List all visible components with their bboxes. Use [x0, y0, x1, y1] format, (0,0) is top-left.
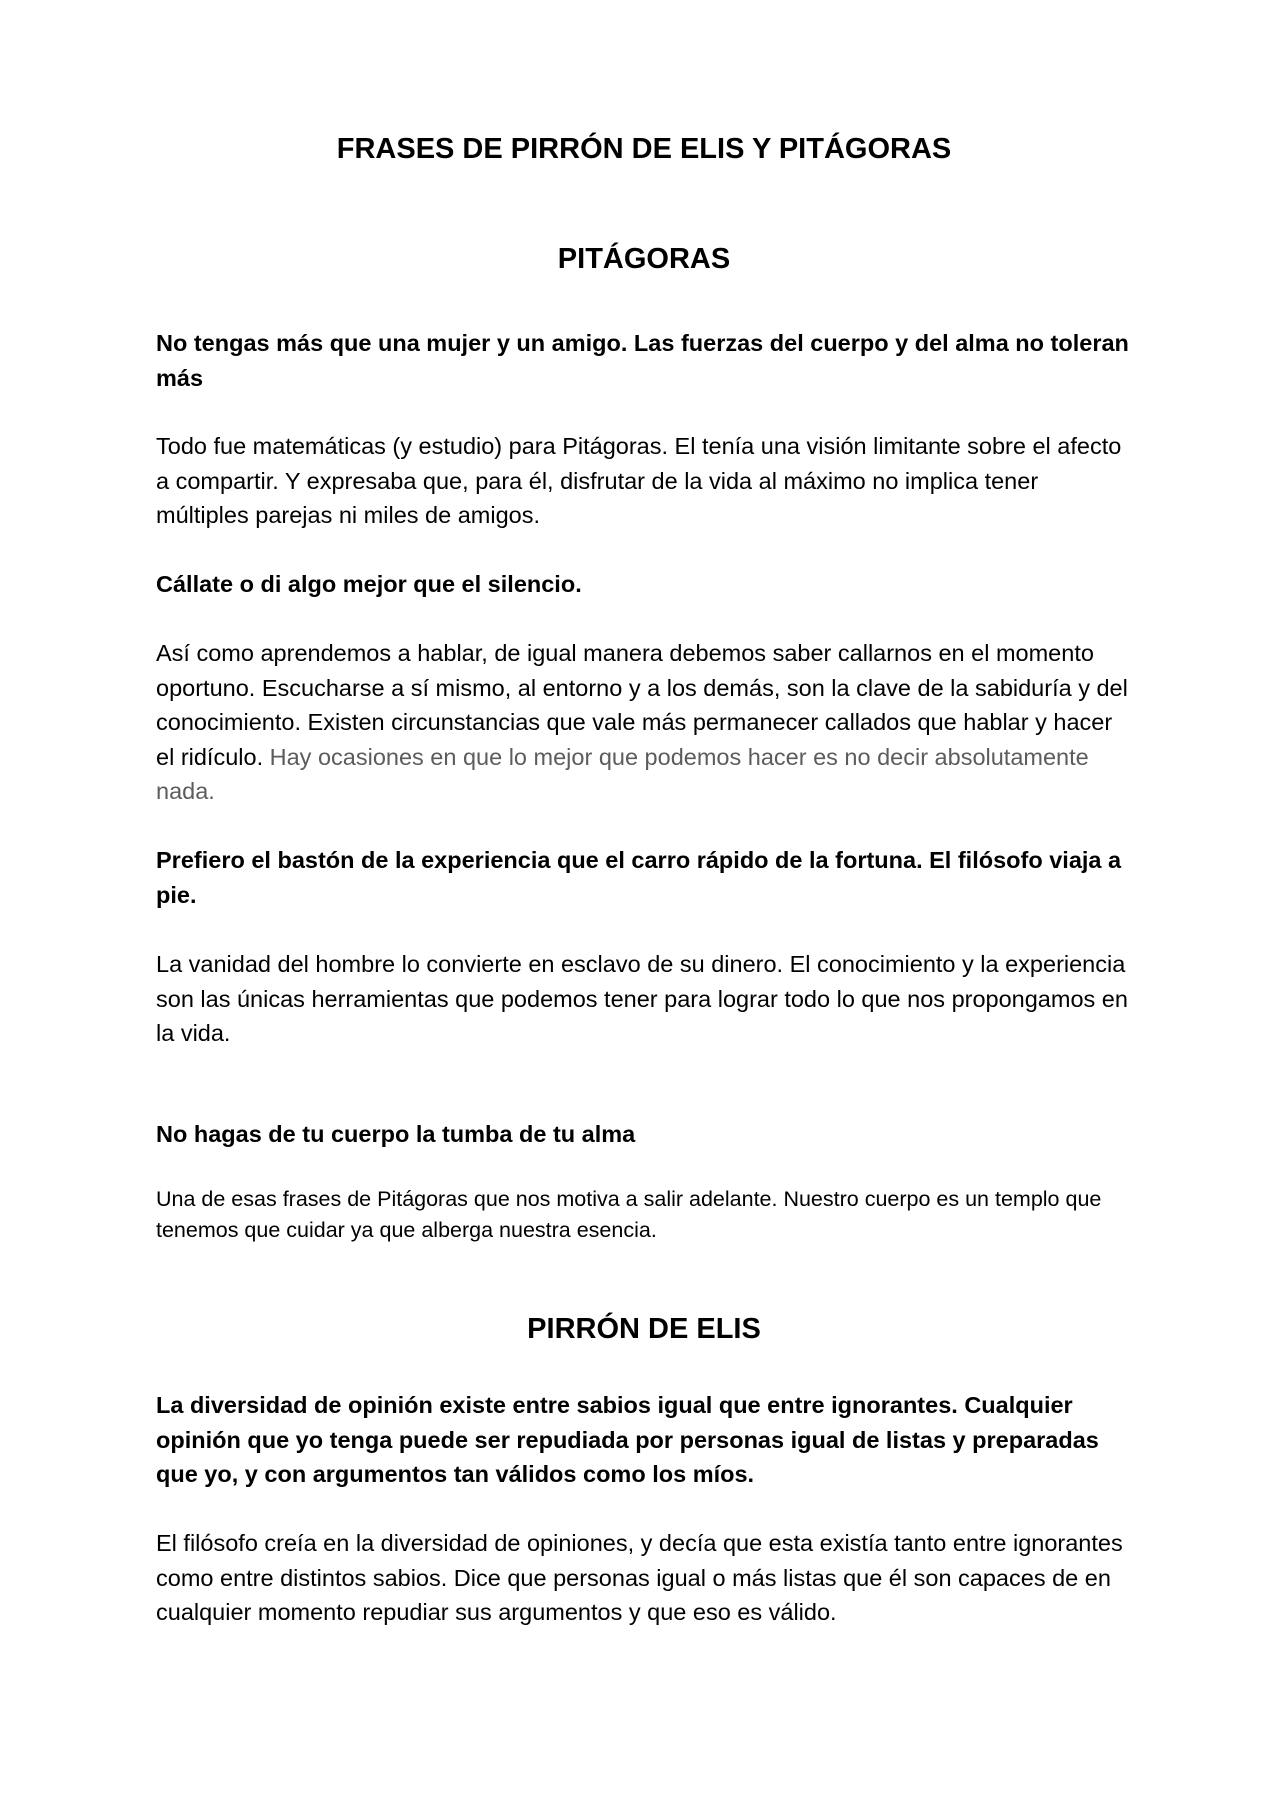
quote-heading: Prefiero el bastón de la experiencia que el carro rápido de la fortuna. El filósofo viaja a pie. — [156, 847, 1122, 908]
section-heading-pirron-de-elis: PIRRÓN DE ELIS — [527, 1313, 761, 1345]
explanation-muted-text: Hay ocasiones en que lo mejor que podemos hacer es no decir absolutamente nada. — [156, 743, 1089, 804]
quote-heading: La diversidad de opinión existe entre sabios igual que entre ignorantes. Cualquier opinión que yo tenga puede ser repudiada por personas igual de listas y preparadas que yo, y con argumentos tan válidos como los míos. — [156, 1392, 1099, 1487]
quote-explanation: El filósofo creía en la diversidad de opiniones, y decía que esta existía tanto entre ignorantes como entre distintos sabios. Dice que personas igual o más listas que él son capaces de en cualquier momento repudiar sus argumentos y que eso es válido. — [156, 1530, 1123, 1625]
section-heading-pitagoras: PITÁGORAS — [557, 243, 731, 275]
quote-explanation: Una de esas frases de Pitágoras que nos motiva a salir adelante. Nuestro cuerpo es un templo que tenemos que cuidar ya que alberga nuestra esencia. — [156, 1187, 1102, 1242]
quote-heading: Cállate o di algo mejor que el silencio. — [156, 571, 582, 597]
quote-explanation: Todo fue matemáticas (y estudio) para Pitágoras. El tenía una visión limitante sobre el afecto a compartir. Y expresaba que, para él, disfrutar de la vida al máximo no implica tener múltiples parejas ni miles de amigos. — [156, 433, 1122, 528]
quote-explanation — [156, 636, 1132, 809]
explanation-text: Así como aprendemos a hablar, de igual manera debemos saber callarnos en el momento oportuno. Escucharse a sí mismo, al entorno y a los demás, son la clave de la sabiduría y del conocimiento. Existen circunstancias que vale más permanecer callados que hablar y hacer el ridículo. — [156, 640, 1128, 770]
document-title: FRASES DE PIRRÓN DE ELIS Y PITÁGORAS — [336, 133, 952, 165]
quote-explanation: La vanidad del hombre lo convierte en esclavo de su dinero. El conocimiento y la experiencia son las únicas herramientas que podemos tener para lograr todo lo que nos propongamos en la vida. — [156, 951, 1128, 1046]
quote-heading: No tengas más que una mujer y un amigo. Las fuerzas del cuerpo y del alma no toleran más — [156, 330, 1129, 391]
quote-heading: No hagas de tu cuerpo la tumba de tu alma — [156, 1121, 636, 1147]
